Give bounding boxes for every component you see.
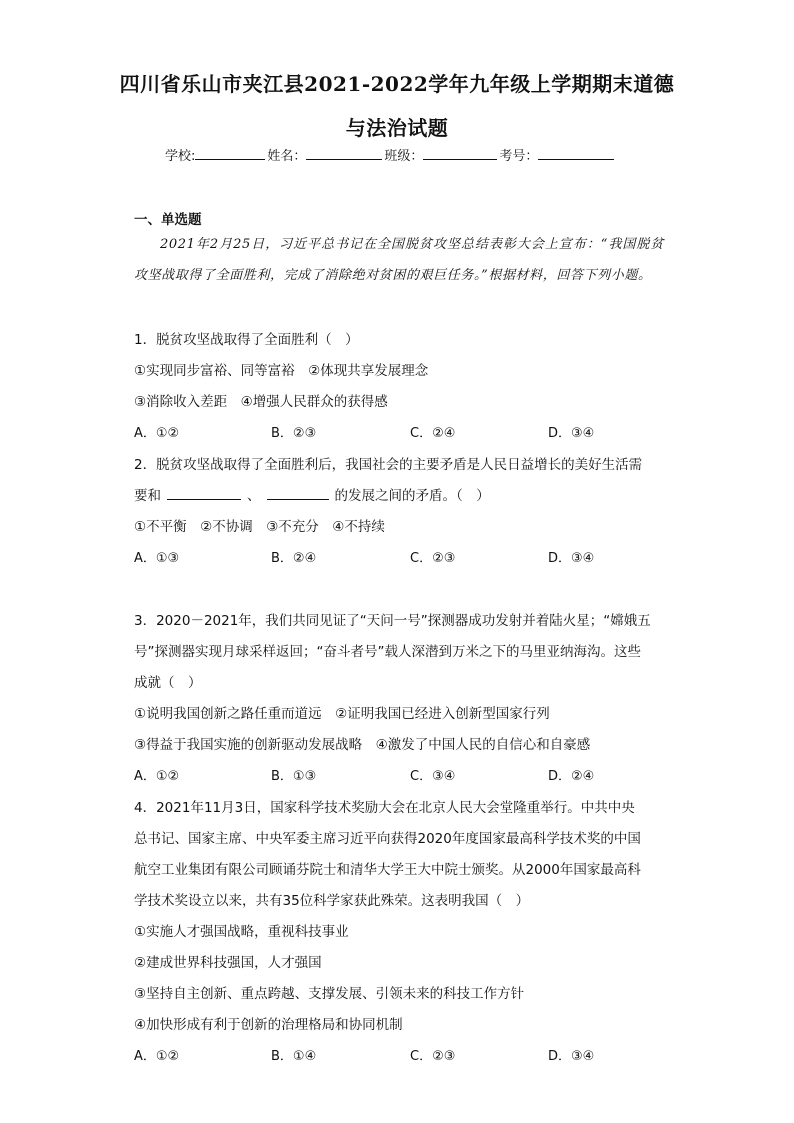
q4-stem-line2: 总书记、国家主席、中央军委主席习近平向获得2020年度国家最高科学技术奖的中国	[134, 831, 641, 847]
q2-option-d[interactable]: D．③④	[548, 551, 595, 566]
exam-title-line2: 与法治试题	[345, 116, 449, 140]
q1-option-d[interactable]: D．③④	[548, 426, 595, 441]
q4-choice-1: ①实施人才强国战略，重视科技事业	[134, 924, 349, 940]
q3-choices-a: ①说明我国创新之路任重而道远 ②证明我国已经进入创新型国家行列	[134, 706, 550, 722]
material-paragraph: 2021年2月25日，习近平总书记在全国脱贫攻坚总结表彰大会上宣布：“我国脱贫攻坚战取得了全面胜利，完成了消除绝对贫困的艰巨任务。”根据材料，回答下列小题。	[134, 237, 664, 283]
q2-option-c[interactable]: C．②③	[410, 551, 456, 566]
q4-option-a[interactable]: A．①②	[134, 1049, 180, 1064]
q1-option-a[interactable]: A．①②	[134, 426, 180, 441]
q4-choice-4: ④加快形成有利于创新的治理格局和协同机制	[134, 1017, 403, 1033]
section-heading: 一、单选题	[134, 212, 202, 228]
q2-blank-1	[167, 485, 241, 500]
q4-options	[134, 1045, 634, 1063]
q1-choices-b: ③消除收入差距 ④增强人民群众的获得感	[134, 394, 388, 410]
q4-option-b[interactable]: B．①④	[271, 1049, 317, 1064]
school-blank	[195, 145, 265, 160]
q3-option-c[interactable]: C．③④	[410, 769, 456, 784]
q2-option-a[interactable]: A．①③	[134, 551, 180, 566]
q1-stem: 1．脱贫攻坚战取得了全面胜利（ ）	[134, 332, 359, 348]
q1-option-b[interactable]: B．②③	[271, 426, 317, 441]
name-label: 姓名：	[267, 149, 307, 164]
q3-stem-line3: 成就（ ）	[134, 675, 202, 691]
q2-stem-pre: 要和	[134, 488, 161, 504]
q2-stem-line1: 2．脱贫攻坚战取得了全面胜利后，我国社会的主要矛盾是人民日益增长的美好生活需	[134, 457, 643, 473]
q2-stem-line2	[134, 484, 490, 504]
q4-stem-line4: 学技术奖设立以来，共有35位科学家获此殊荣。这表明我国（ ）	[134, 893, 530, 909]
q3-stem-line1: 3．2020－2021年，我们共同见证了“天问一号”探测器成功发射并着陆火星；“嫦娥五	[134, 613, 651, 629]
q3-options	[134, 765, 634, 783]
exam-number-blank	[538, 145, 614, 160]
q4-stem-line3: 航空工业集团有限公司顾诵芬院士和清华大学王大中院士颁奖。从2000年国家最高科	[134, 862, 641, 878]
q4-stem-line1: 4．2021年11月3日，国家科学技术奖励大会在北京人民大会堂隆重举行。中共中央	[134, 800, 635, 816]
q2-stem-post: 的发展之间的矛盾。（ ）	[334, 488, 490, 504]
class-blank	[423, 145, 497, 160]
exam-title-line1: 四川省乐山市夹江县2021-2022学年九年级上学期期末道德	[119, 72, 675, 96]
name-blank	[306, 145, 382, 160]
q2-choices: ①不平衡 ②不协调 ③不充分 ④不持续	[134, 519, 385, 535]
q4-option-d[interactable]: D．③④	[548, 1049, 595, 1064]
q3-option-b[interactable]: B．①③	[271, 769, 317, 784]
q2-options	[134, 547, 634, 565]
school-label: 学校:	[165, 149, 196, 164]
q4-option-c[interactable]: C．②③	[410, 1049, 456, 1064]
q4-choice-3: ③坚持自主创新、重点跨越、支撑发展、引领未来的科技工作方针	[134, 986, 525, 1002]
q3-choices-b: ③得益于我国实施的创新驱动发展战略 ④激发了中国人民的自信心和自豪感	[134, 737, 591, 753]
q3-option-d[interactable]: D．②④	[548, 769, 595, 784]
q3-stem-line2: 号”探测器实现月球采样返回；“奋斗者号”载人深潜到万米之下的马里亚纳海沟。这些	[134, 644, 641, 660]
q4-choice-2: ②建成世界科技强国，人才强国	[134, 955, 322, 971]
exam-number-label: 考号：	[499, 149, 539, 164]
student-info-row	[165, 145, 616, 164]
q1-choices-a: ①实现同步富裕、同等富裕 ②体现共享发展理念	[134, 363, 429, 379]
class-label: 班级：	[384, 149, 424, 164]
q1-options	[134, 422, 634, 440]
q1-option-c[interactable]: C．②④	[410, 426, 456, 441]
q3-option-a[interactable]: A．①②	[134, 769, 180, 784]
q2-stem-mid: 、	[247, 488, 261, 504]
q2-option-b[interactable]: B．②④	[271, 551, 317, 566]
q2-blank-2	[267, 485, 329, 500]
